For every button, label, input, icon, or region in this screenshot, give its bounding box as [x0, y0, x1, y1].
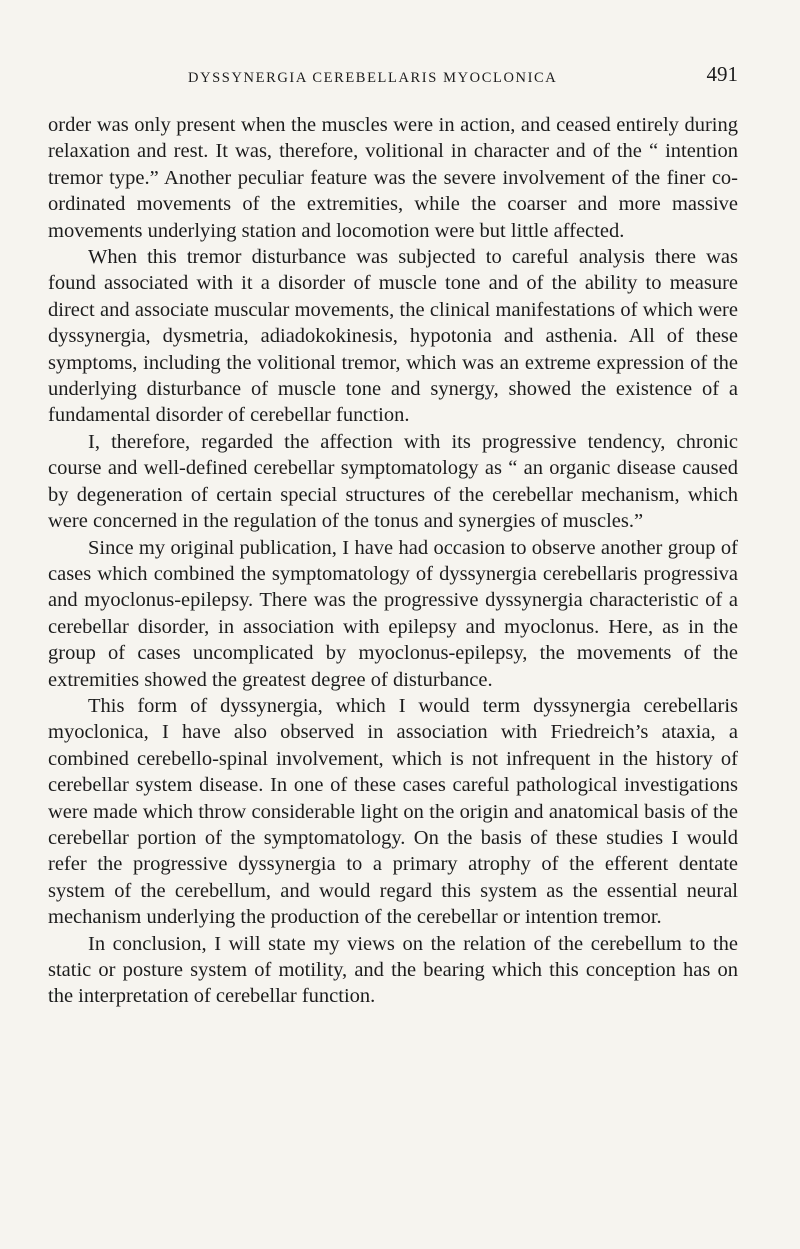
- running-head: [48, 62, 738, 92]
- paragraph: Since my original publication, I have had occasion to observe another group of cases which combined the symptomatology of dyssynergia cerebellaris progressiva and myoclonus-epilepsy. There was the progressive dyssynergia characteristic of a cerebellar disorder, in association with epilepsy and myoclonus. Here, as in the group of cases uncomplicated by myoclonus-epilepsy, the movements of the extremities showed the greatest degree of disturbance.: [48, 536, 738, 691]
- paragraph: I, therefore, regarded the affection with its progressive tendency, chronic course and well-defined cerebellar symptomatology as “ an organic disease caused by degeneration of certain special structures of the cerebellar mechanism, which were concerned in the regulation of the tonus and synergies of muscles.”: [48, 430, 738, 533]
- paragraph-continued: order was only present when the muscles were in action, and ceased entirely during relaxation and rest. It was, therefore, volitional in character and of the “ intention tremor type.” Another peculiar feature was the severe involvement of the finer co-ordinated movements of the extremities, while the coarser and more massive movements underlying station and locomotion were but little affected.: [48, 114, 738, 242]
- paragraph: When this tremor disturbance was subjected to careful analysis there was found associated with it a disorder of muscle tone and of the ability to measure direct and associate muscular movements, the clinical manifestations of which were dyssynergia, dysmetria, adiadokokinesis, hypotonia and asthenia. All of these symptoms, including the volitional tremor, which was an extreme expression of the underlying disturbance of muscle tone and synergy, showed the existence of a fundamental disorder of cerebellar function.: [48, 246, 738, 427]
- running-title: DYSSYNERGIA CEREBELLARIS MYOCLONICA: [188, 70, 558, 86]
- paragraph: This form of dyssynergia, which I would term dyssynergia cerebellaris myoclonica, I have also observed in association with Friedreich’s ataxia, a combined cerebello-spinal involvement, which is not infrequent in the history of cerebellar system disease. In one of these cases careful pathological investigations were made which throw considerable light on the origin and anatomical basis of the cerebellar portion of the symptomatology. On the basis of these studies I would refer the progressive dyssynergia to a primary atrophy of the efferent dentate system of the cerebellum, and would regard this system as the essential neural mechanism underlying the production of the cerebellar or intention tremor.: [48, 694, 738, 929]
- body-text: [48, 112, 738, 1010]
- page-number: 491: [706, 62, 738, 86]
- paragraph: In conclusion, I will state my views on the relation of the cerebellum to the static or posture system of motility, and the bearing which this conception has on the interpretation of cerebellar function.: [48, 932, 738, 1008]
